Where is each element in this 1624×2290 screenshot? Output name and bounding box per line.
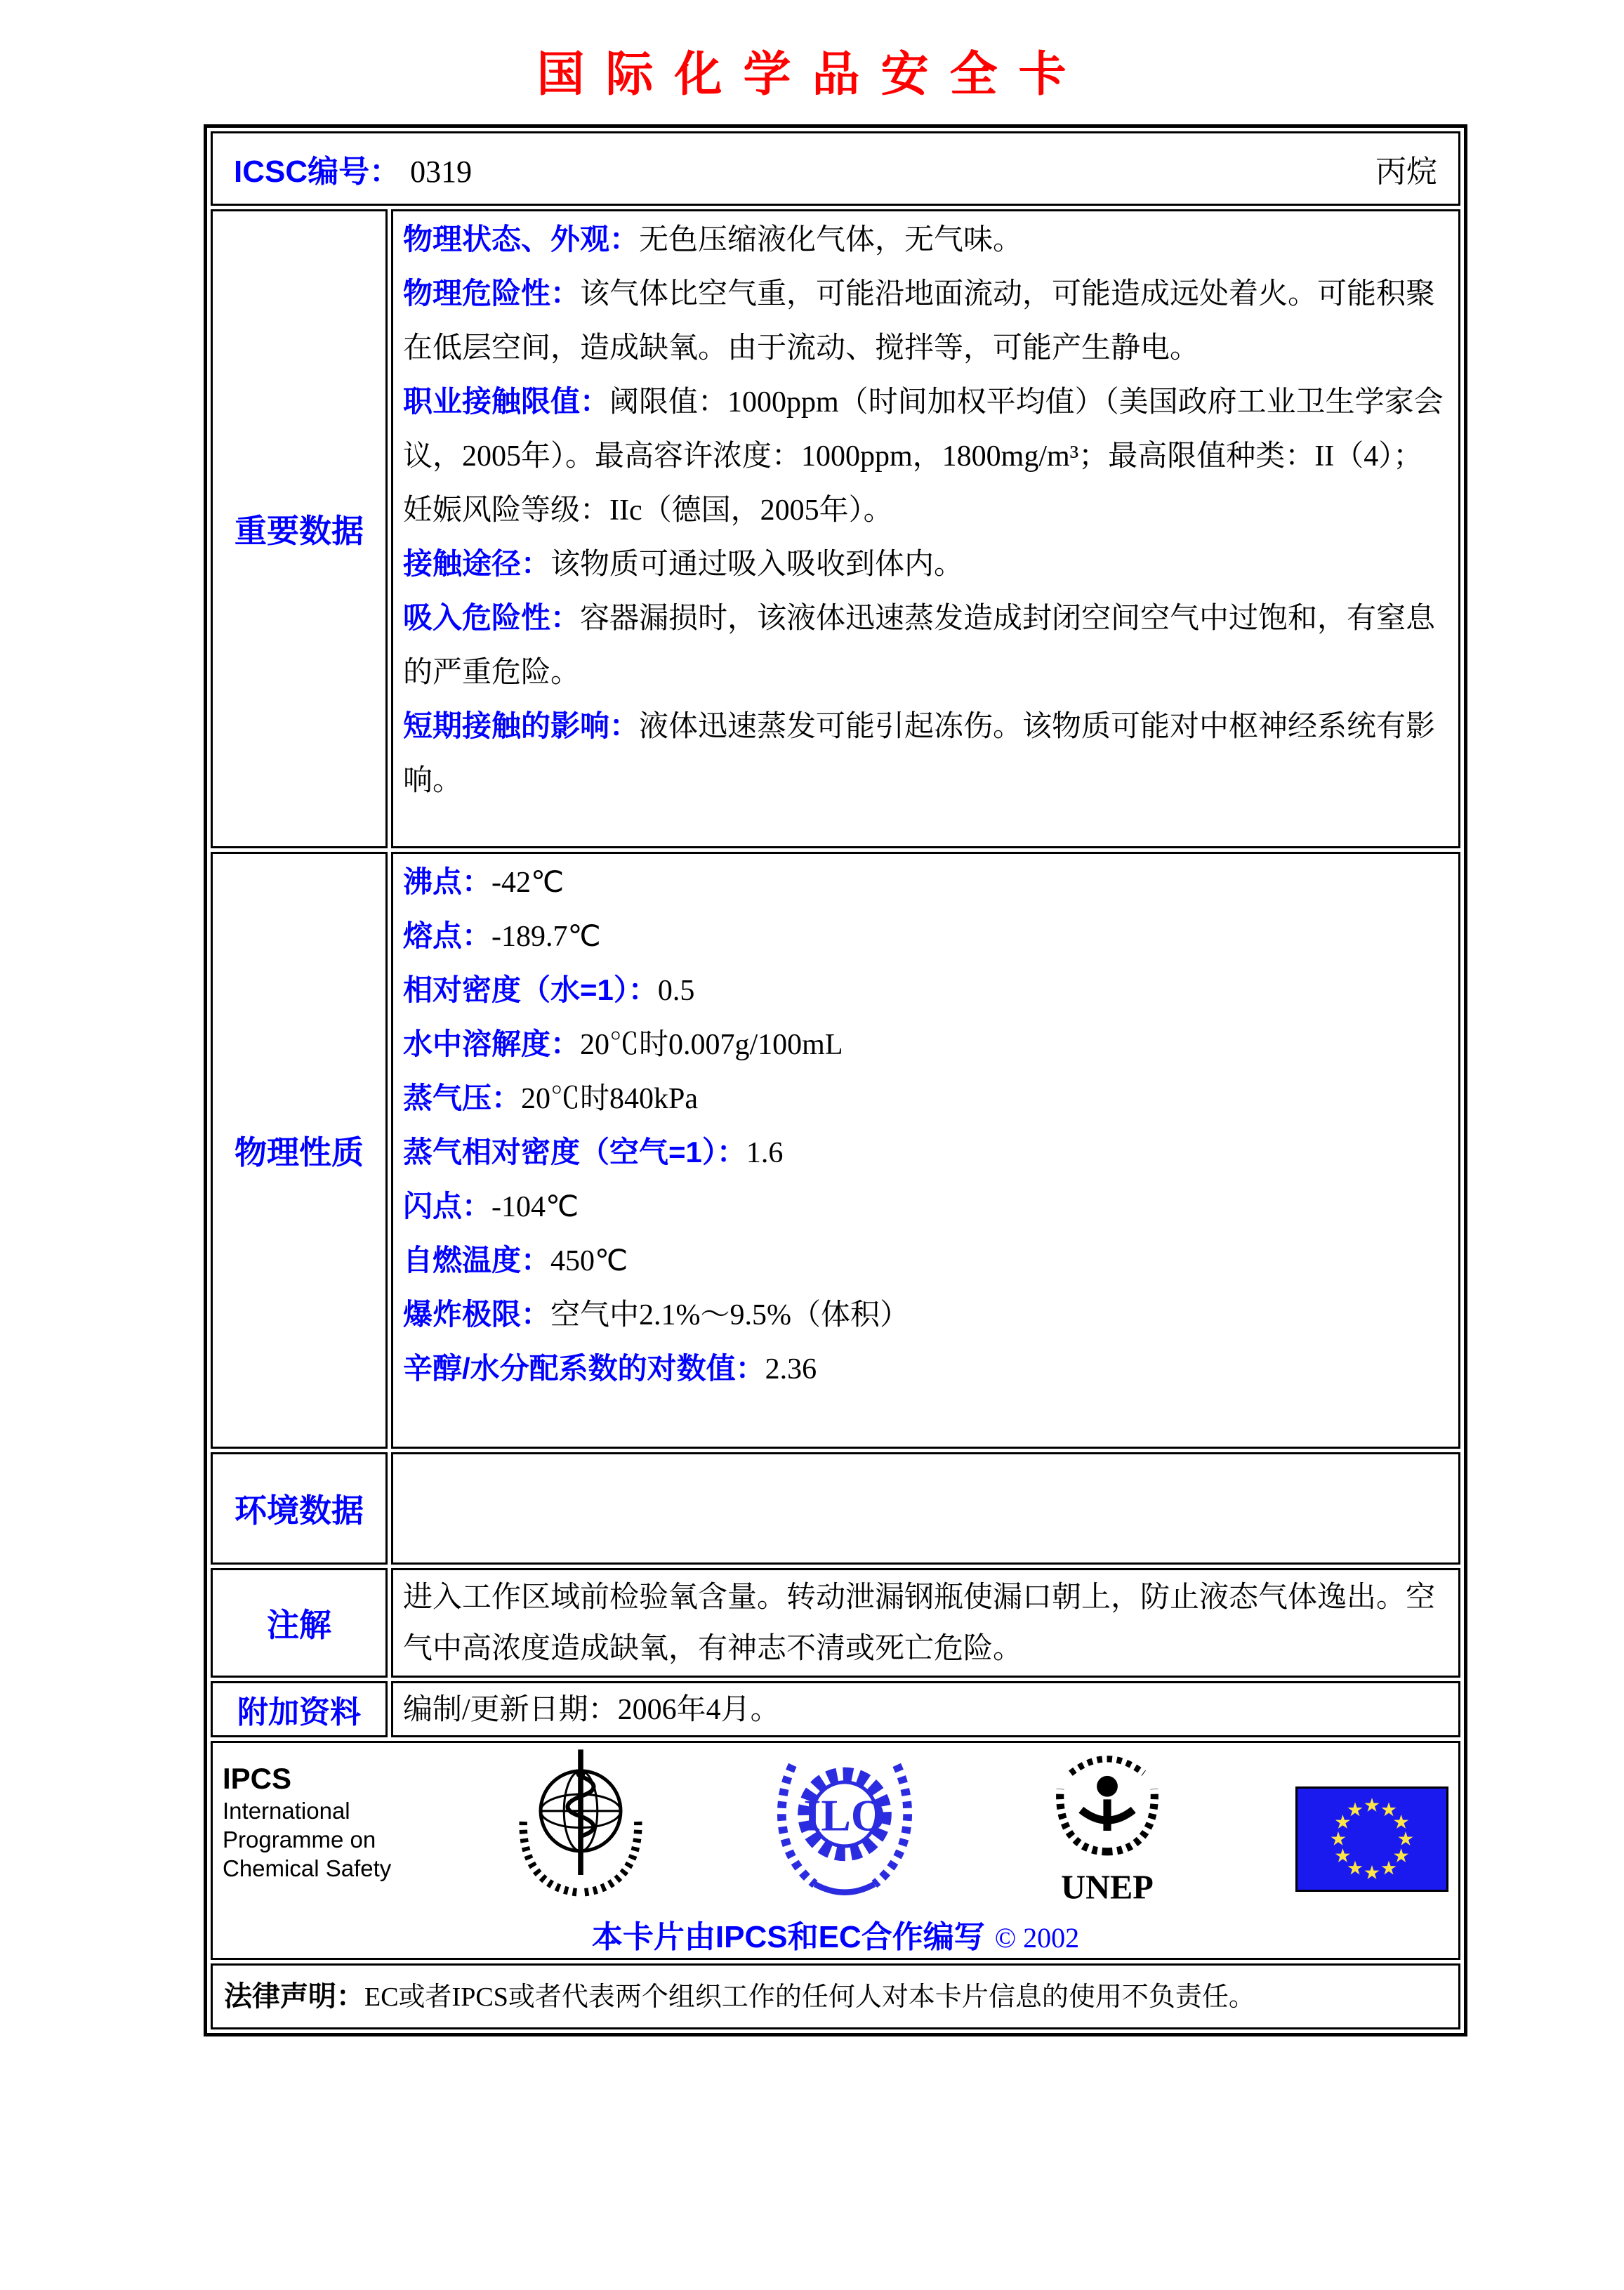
svg-text:UNEP: UNEP (1061, 1869, 1154, 1907)
environmental-data-content (391, 1452, 1460, 1565)
logos-row (211, 1741, 1460, 1960)
field-label: 蒸气压： (403, 1081, 522, 1114)
legal-notice-label: 法律声明： (224, 1980, 364, 2012)
svg-text:ILO: ILO (803, 1790, 886, 1841)
field-value: -189.7℃ (491, 921, 601, 953)
field-physical-state (403, 213, 1448, 267)
credit-text: 本卡片由IPCS和EC合作编写 (591, 1920, 985, 1954)
ilo-icon (770, 1747, 919, 1896)
field-label: 职业接触限值： (403, 385, 610, 418)
field-value: -42℃ (491, 867, 565, 899)
field-value: 1.6 (746, 1137, 784, 1169)
physical-properties-row (211, 852, 1460, 1449)
field-label: 蒸气相对密度（空气=1）： (403, 1136, 746, 1169)
additional-info-content (391, 1681, 1460, 1737)
important-data-section-label: 重要数据 (211, 209, 388, 848)
icsc-number-label: ICSC编号： (234, 154, 401, 189)
notes-text: 进入工作区域前检验氧含量。转动泄漏钢瓶使漏口朝上，防止液态气体逸出。空气中高浓度造成缺氧，有神志不清或死亡危险。 (403, 1581, 1436, 1665)
important-data-row (211, 209, 1460, 848)
field-melting-point (403, 909, 1448, 963)
field-label: 辛醇/水分配系数的对数值： (403, 1352, 765, 1385)
copyright-text: © 2002 (994, 1922, 1080, 1954)
field-value: 液体迅速蒸发可能引起冻伤。该物质可能对中枢神经系统有影响。 (403, 711, 1436, 797)
ipcs-line2: Programme on (223, 1826, 376, 1853)
eu-flag-icon (1295, 1786, 1448, 1892)
field-label: 相对密度（水=1）： (403, 973, 658, 1006)
ipcs-abbr: IPCS (223, 1761, 292, 1795)
field-octanol-water (403, 1342, 1448, 1396)
field-value: 容器漏损时，该液体迅速蒸发造成封闭空间空气中过饱和，有窒息的严重危险。 (403, 603, 1436, 689)
notes-content (391, 1568, 1460, 1678)
field-vapor-pressure (403, 1072, 1448, 1126)
field-value: 450℃ (550, 1245, 628, 1277)
field-value: 20℃时0.007g/100mL (580, 1029, 843, 1061)
field-relative-density (403, 963, 1448, 1018)
environmental-data-section-label: 环境数据 (211, 1452, 388, 1565)
field-label: 爆炸极限： (403, 1298, 551, 1331)
field-label: 水中溶解度： (403, 1027, 581, 1060)
field-exposure-routes (403, 537, 1448, 591)
field-label: 闪点： (403, 1190, 492, 1223)
field-exposure-limits (403, 375, 1448, 537)
legal-notice-row (211, 1963, 1460, 2029)
field-value: 0.5 (657, 975, 695, 1007)
field-short-term-effects (403, 699, 1448, 808)
page-title: 国际化学品安全卡 (536, 48, 1088, 101)
ipcs-line3: Chemical Safety (223, 1855, 392, 1881)
ipcs-text-block (223, 1761, 391, 1883)
notes-section-label: 注解 (211, 1568, 388, 1678)
field-label: 短期接触的影响： (403, 709, 640, 742)
field-autoignition-temp (403, 1234, 1448, 1288)
field-label: 熔点： (403, 919, 492, 952)
field-value: 阈限值：1000ppm（时间加权平均值）（美国政府工业卫生学家会议，2005年）。最高容许浓度：1000ppm，1800mg/m³；最高限值种类：II（4）；妊娠风险等级：IIc（德国，2005年）。 (403, 386, 1444, 527)
additional-info-text: 编制/更新日期：2006年4月。 (403, 1693, 780, 1726)
notes-row (211, 1568, 1460, 1678)
field-value: 无色压缩液化气体，无气味。 (639, 224, 1023, 256)
additional-info-row (211, 1681, 1460, 1737)
field-value: -104℃ (491, 1191, 579, 1223)
field-label: 自燃温度： (403, 1244, 551, 1277)
field-label: 接触途径： (403, 547, 551, 580)
card-credit-line (223, 1911, 1448, 1956)
field-label: 吸入危险性： (403, 601, 581, 634)
field-water-solubility (403, 1018, 1448, 1072)
header-row (211, 131, 1460, 206)
unep-icon (1042, 1741, 1173, 1907)
legal-notice-text: EC或者IPCS或者代表两个组织工作的任何人对本卡片信息的使用不负责任。 (364, 1982, 1255, 2012)
icsc-card-table (204, 124, 1467, 2036)
physical-properties-content (391, 852, 1460, 1449)
ipcs-line1: International (223, 1797, 350, 1824)
icsc-number-group (234, 146, 472, 191)
field-value: 2.36 (765, 1353, 817, 1386)
icsc-number-value: 0319 (410, 154, 473, 189)
physical-properties-section-label: 物理性质 (211, 852, 388, 1449)
chemical-name: 丙烷 (1375, 154, 1437, 189)
field-boiling-point (403, 855, 1448, 909)
field-value: 该气体比空气重，可能沿地面流动，可能造成远处着火。可能积聚在低层空间，造成缺氧。由于流动、搅拌等，可能产生静电。 (403, 278, 1436, 364)
field-vapor-density (403, 1126, 1448, 1180)
field-label: 物理状态、外观： (403, 223, 640, 256)
field-explosive-limits (403, 1288, 1448, 1342)
field-flash-point (403, 1180, 1448, 1234)
environmental-data-row (211, 1452, 1460, 1565)
field-label: 物理危险性： (403, 277, 581, 310)
who-icon (514, 1742, 647, 1902)
important-data-content (391, 209, 1460, 848)
field-value: 该物质可通过吸入吸收到体内。 (550, 548, 964, 581)
field-value: 20℃时840kPa (521, 1083, 699, 1115)
field-value: 空气中2.1%～9.5%（体积） (550, 1299, 909, 1331)
field-physical-hazard (403, 267, 1448, 375)
legal-notice (223, 1975, 1448, 2018)
field-inhalation-risk (403, 591, 1448, 699)
additional-info-section-label: 附加资料 (211, 1681, 388, 1737)
field-label: 沸点： (403, 865, 492, 898)
